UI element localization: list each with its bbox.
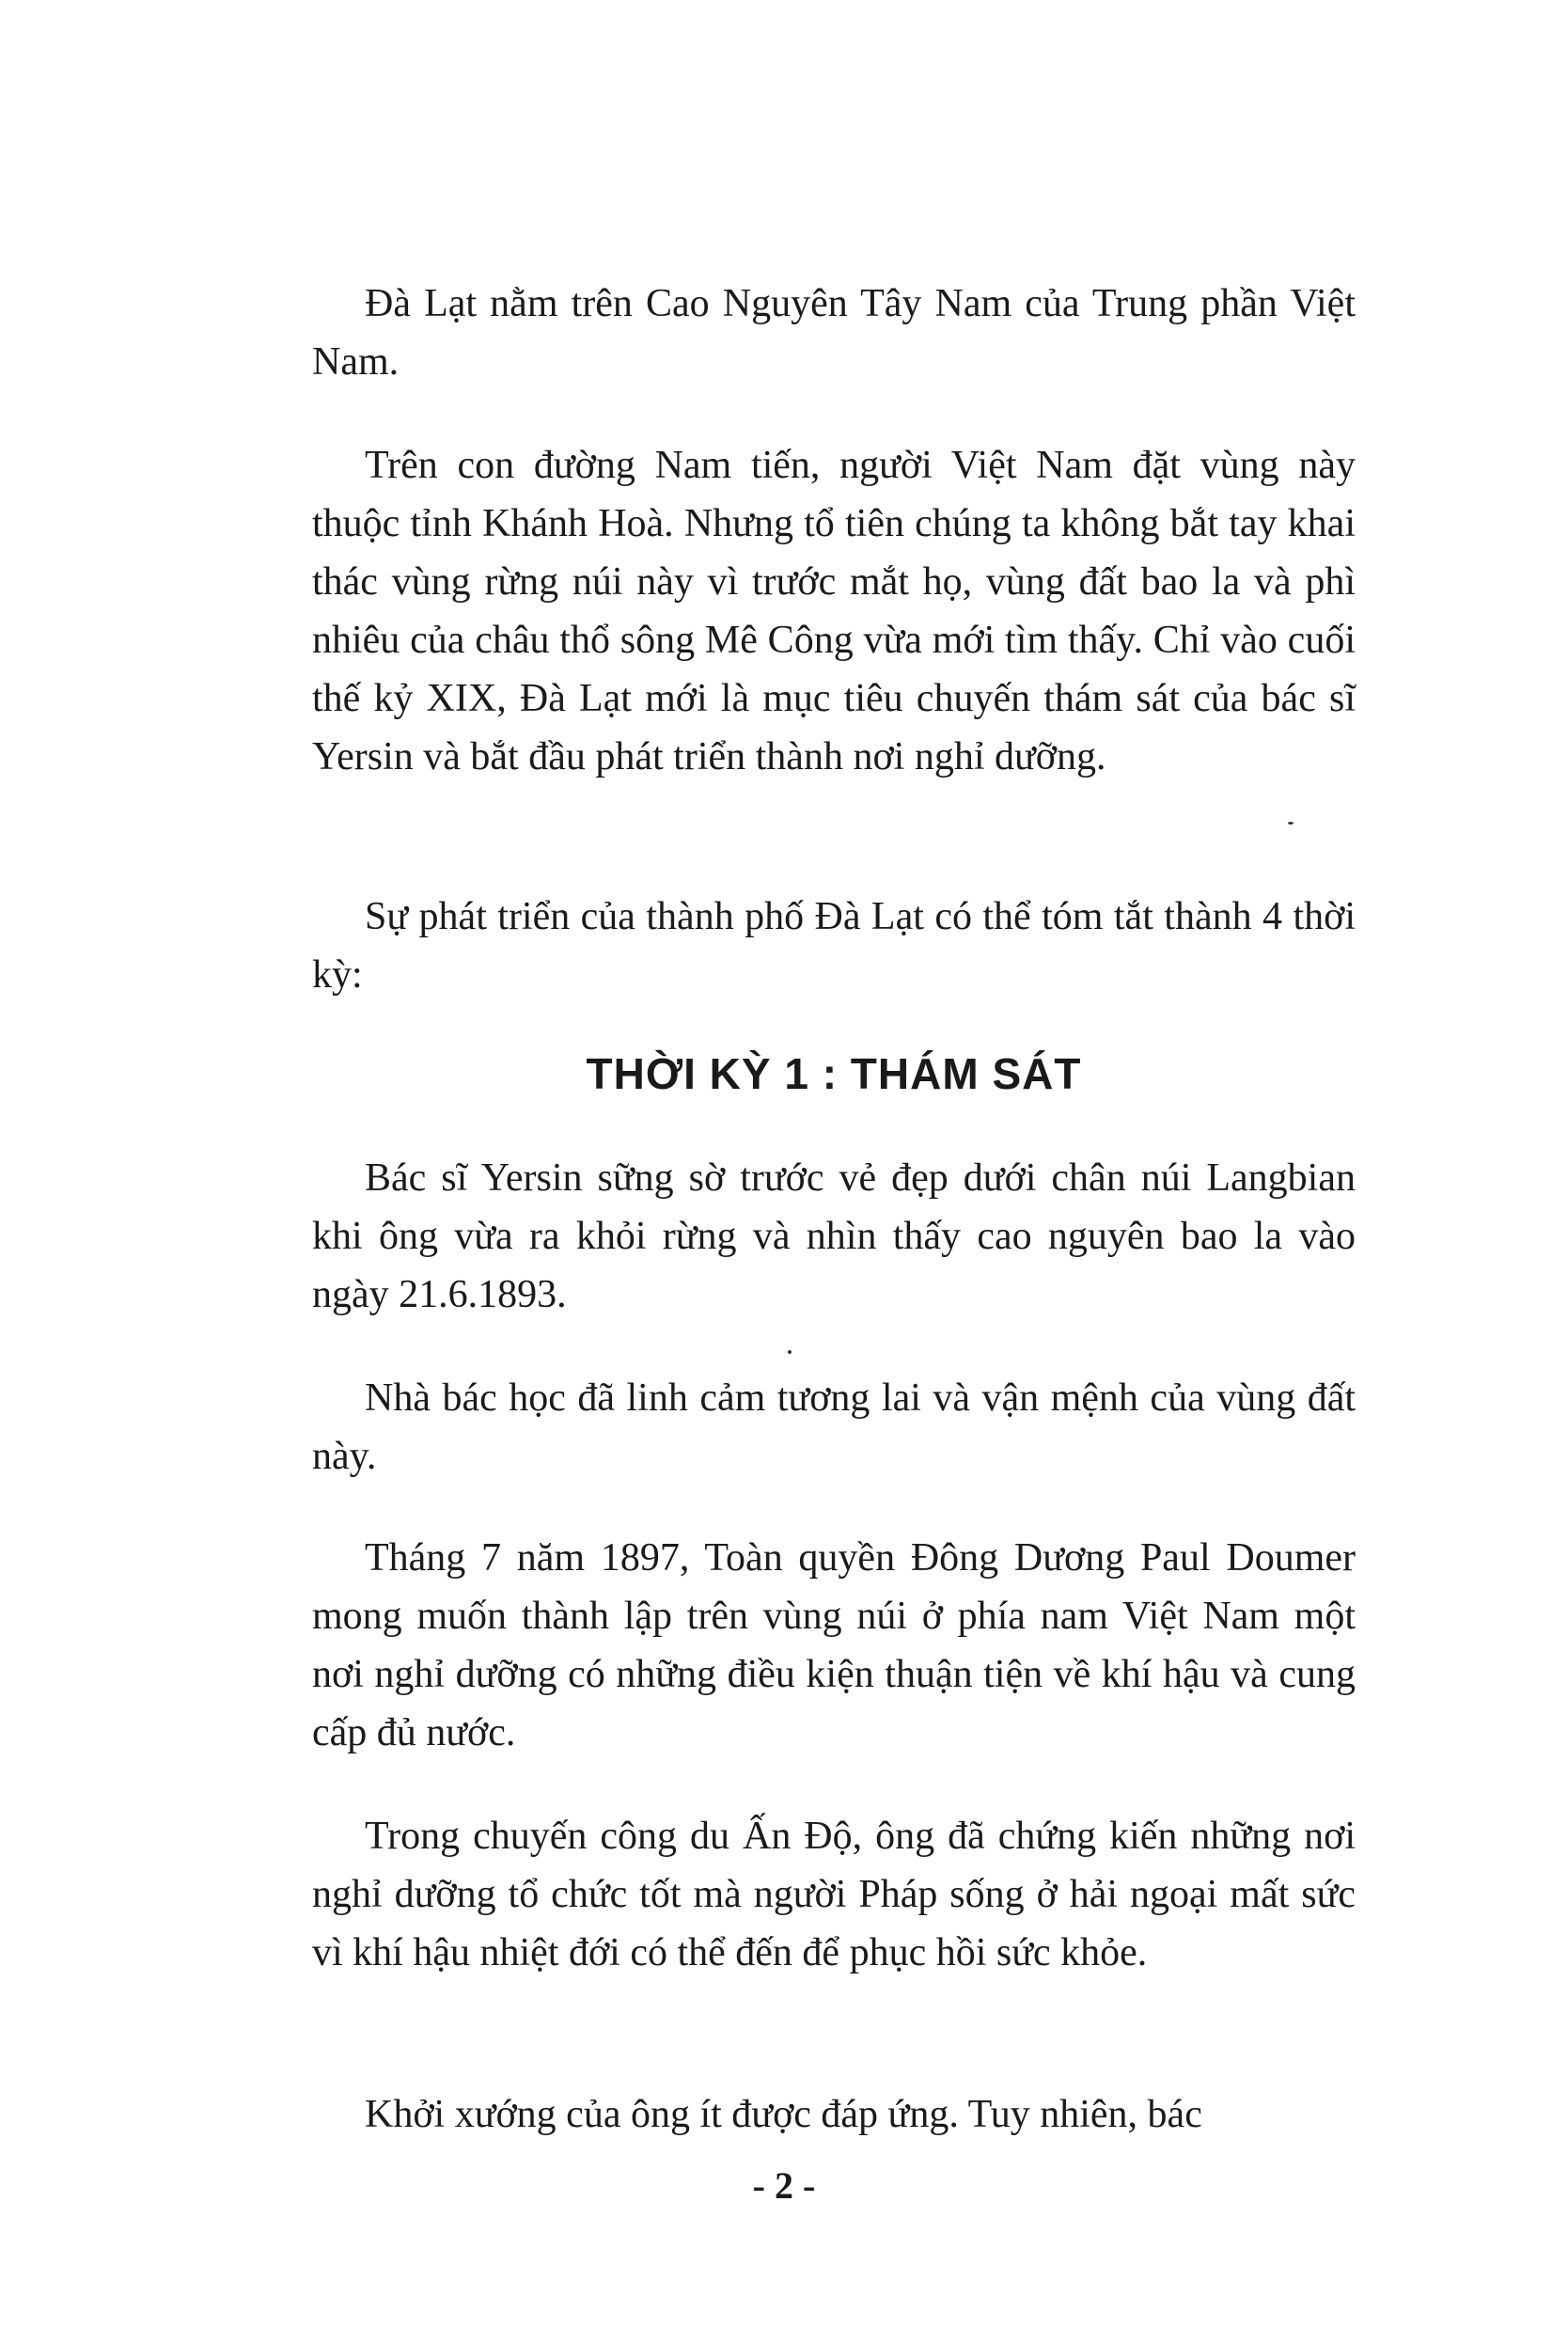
paragraph-india-trip bbox=[312, 1807, 1356, 1982]
paragraph-southward-expansion bbox=[312, 436, 1356, 786]
paragraph-initiative bbox=[312, 2085, 1356, 2144]
scan-speck bbox=[1288, 822, 1294, 825]
paragraph-text: Trên con đường Nam tiến, người Việt Nam đặt vùng này thuộc tỉnh Khánh Hoà. Nhưng tổ tiên chúng ta không bắt tay khai thác vùng rừng núi này vì trước mắt họ, vùng đất bao la và phì nhiêu của châu thổ sông Mê Công vừa mới tìm thấy. Chỉ vào cuối thế kỷ XIX, Đà Lạt mới là mục tiêu chuyến thám sát của bác sĩ Yersin và bắt đầu phát triển thành nơi nghỉ dưỡng. bbox=[312, 444, 1356, 778]
paragraph-text: Sự phát triển của thành phố Đà Lạt có thể tóm tắt thành 4 thời kỳ: bbox=[312, 895, 1356, 997]
paragraph-four-periods bbox=[312, 888, 1356, 1004]
section-heading: THỜI KỲ 1 : THÁM SÁT bbox=[586, 1049, 1082, 1098]
paragraph-yersin-discovery bbox=[312, 1149, 1356, 1324]
paragraph-text: Tháng 7 năm 1897, Toàn quyền Đông Dương Paul Doumer mong muốn thành lập trên vùng núi ở phía nam Việt Nam một nơi nghỉ dưỡng có những điều kiện thuận tiện về khí hậu và cung cấp đủ nước. bbox=[312, 1536, 1356, 1754]
paragraph-paul-doumer bbox=[312, 1529, 1356, 1762]
page-number: - 2 - bbox=[752, 2164, 816, 2207]
paragraph-intuition bbox=[312, 1369, 1356, 1486]
paragraph-text: Bác sĩ Yersin sững sờ trước vẻ đẹp dưới chân núi Langbian khi ông vừa ra khỏi rừng và nhìn thấy cao nguyên bao la vào ngày 21.6.1893. bbox=[312, 1156, 1356, 1316]
paragraph-text: Trong chuyến công du Ấn Độ, ông đã chứng kiến những nơi nghỉ dưỡng tổ chức tốt mà người Pháp sống ở hải ngoại mất sức vì khí hậu nhiệt đới có thể đến để phục hồi sức khỏe. bbox=[312, 1815, 1356, 1974]
paragraph-text: Khởi xướng của ông ít được đáp ứng. Tuy nhiên, bác bbox=[365, 2093, 1202, 2136]
paragraph-intro bbox=[312, 275, 1356, 391]
paragraph-text: Đà Lạt nằm trên Cao Nguyên Tây Nam của Trung phần Việt Nam. bbox=[312, 282, 1356, 384]
paragraph-text: Nhà bác học đã linh cảm tương lai và vận mệnh của vùng đất này. bbox=[312, 1376, 1356, 1478]
scan-speck bbox=[788, 1350, 792, 1354]
